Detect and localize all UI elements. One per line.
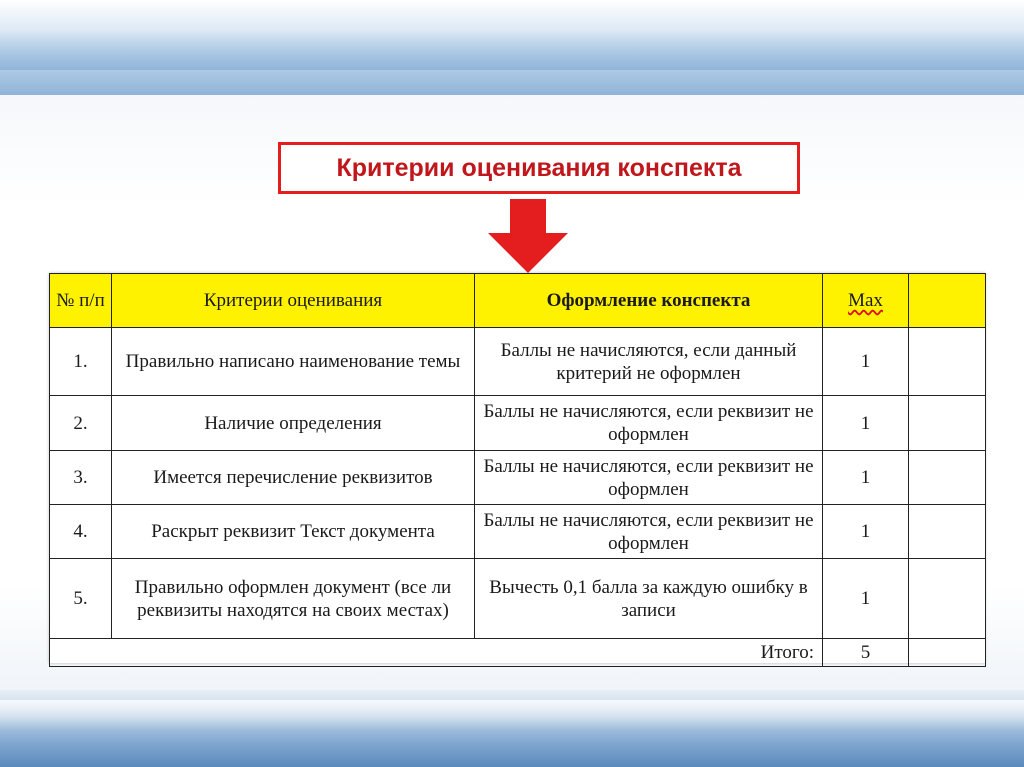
criteria-table — [49, 273, 986, 667]
cell-max: 1 — [823, 396, 909, 451]
cell-criteria: Правильно оформлен документ (все ли реквизиты находятся на своих местах) — [112, 559, 475, 639]
table-header-row — [50, 274, 986, 328]
cell-extra — [909, 396, 986, 451]
header-extra — [909, 274, 986, 328]
table-row — [50, 396, 986, 451]
cell-extra — [909, 505, 986, 559]
cell-num: 2. — [50, 396, 112, 451]
header-max — [823, 274, 909, 328]
cell-criteria: Правильно написано наименование темы — [112, 328, 475, 396]
cell-criteria: Имеется перечисление реквизитов — [112, 451, 475, 505]
cell-format: Баллы не начисляются, если реквизит не оформлен — [475, 451, 823, 505]
total-value: 5 — [823, 639, 909, 667]
table-row — [50, 328, 986, 396]
header-num: № п/п — [50, 274, 112, 328]
cell-num: 4. — [50, 505, 112, 559]
cell-max: 1 — [823, 328, 909, 396]
header-max-label: Max — [848, 290, 883, 311]
slide-top-stripe — [0, 30, 1024, 70]
page-title: Критерии оценивания конспекта — [336, 153, 742, 182]
cell-criteria: Наличие определения — [112, 396, 475, 451]
cell-extra — [909, 451, 986, 505]
table-row — [50, 559, 986, 639]
cell-extra — [909, 559, 986, 639]
total-extra — [909, 639, 986, 667]
table-total-row — [50, 639, 986, 667]
slide-bottom-wave — [0, 700, 1024, 730]
total-label: Итого: — [50, 639, 823, 667]
cell-criteria: Раскрыт реквизит Текст документа — [112, 505, 475, 559]
header-format: Оформление конспекта — [475, 274, 823, 328]
table-row — [50, 451, 986, 505]
cell-format: Баллы не начисляются, если данный критерий не оформлен — [475, 328, 823, 396]
criteria-table-container — [49, 273, 985, 663]
heading-box — [278, 142, 800, 194]
cell-max: 1 — [823, 505, 909, 559]
arrow-down-icon — [488, 199, 568, 273]
cell-max: 1 — [823, 451, 909, 505]
cell-num: 5. — [50, 559, 112, 639]
table-row — [50, 505, 986, 559]
cell-format: Вычесть 0,1 балла за каждую ошибку в записи — [475, 559, 823, 639]
cell-format: Баллы не начисляются, если реквизит не оформлен — [475, 505, 823, 559]
cell-max: 1 — [823, 559, 909, 639]
cell-extra — [909, 328, 986, 396]
cell-num: 1. — [50, 328, 112, 396]
cell-format: Баллы не начисляются, если реквизит не оформлен — [475, 396, 823, 451]
header-criteria: Критерии оценивания — [112, 274, 475, 328]
cell-num: 3. — [50, 451, 112, 505]
